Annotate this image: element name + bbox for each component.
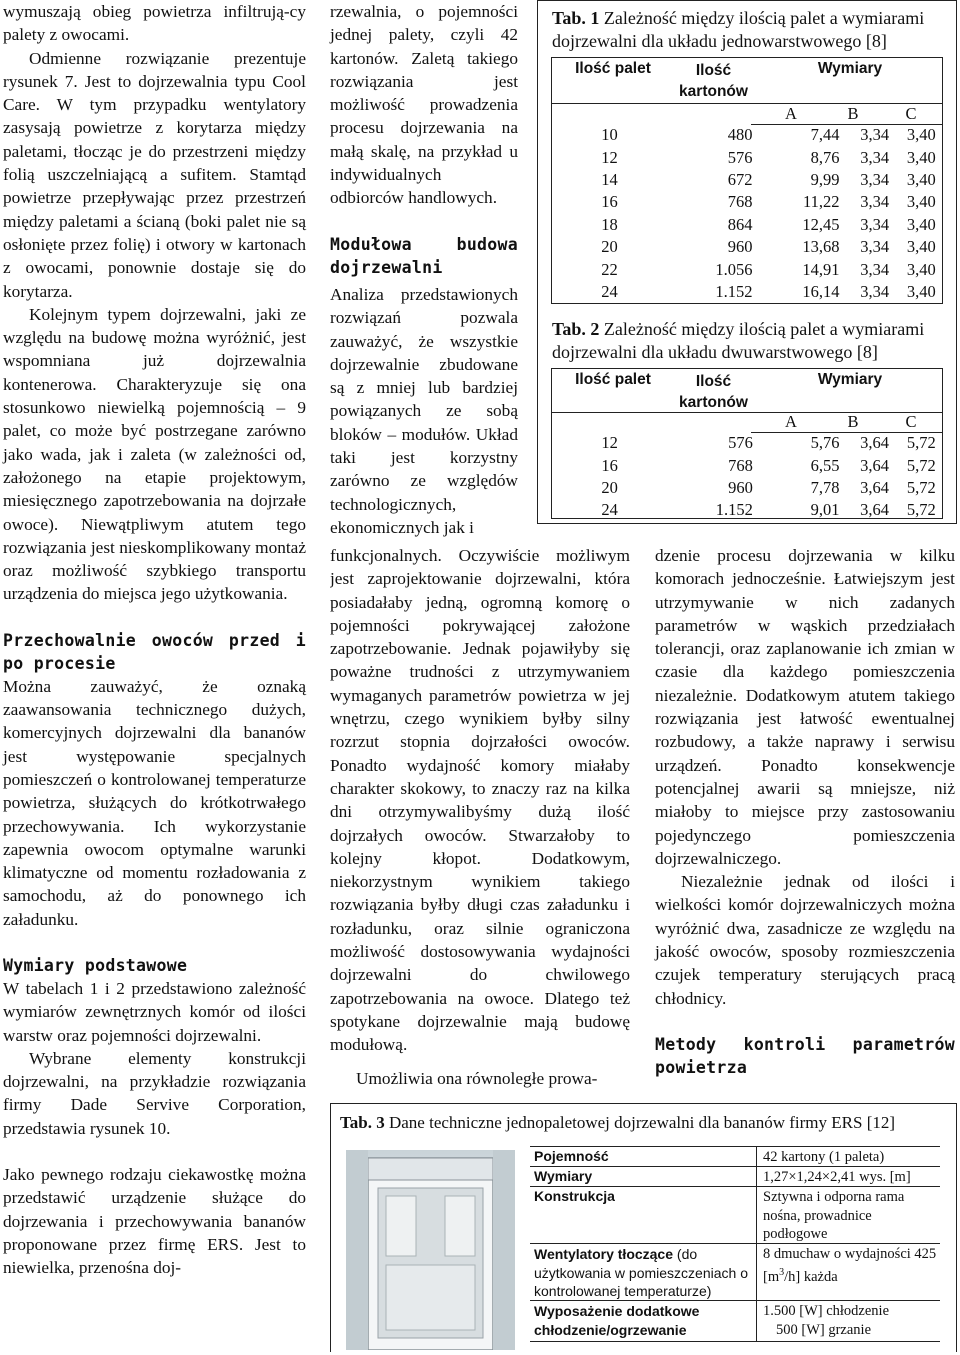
table-cell: 18 xyxy=(601,214,618,234)
table-cell: 3,40 xyxy=(906,259,936,279)
table-cell: 672 xyxy=(727,169,753,189)
table-cell: 24 xyxy=(601,281,618,301)
rule xyxy=(942,368,943,518)
paragraph: rzewalnia, o pojemności jednej palety, czyli 42 kartonów. Zaletą takiego rozwiązania jest możliwość prowadzenia procesu dojrzewania na małą skalę, na przykład u indywidualnych odbiorców handlowych. xyxy=(330,2,518,208)
caption-text: Zależność między ilością palet a wymiarami dojrzewalni dla układu dwuwarstwowego [8] xyxy=(552,319,925,362)
value-line: 1.500 [W] chłodzenie xyxy=(763,1303,890,1319)
table-2-caption xyxy=(552,318,947,364)
table-cell: 3,64 xyxy=(860,455,889,475)
table-row xyxy=(553,281,941,303)
table-cell: 16 xyxy=(601,192,618,212)
table-cell: 16 xyxy=(601,455,618,475)
table-cell: 5,76 xyxy=(810,433,840,453)
header-dimensions: Wymiary xyxy=(817,371,883,388)
table-cell: 3,64 xyxy=(860,433,889,453)
paragraph: funkcjonalnych. Oczywiście możliwym jest zaprojektowanie dojrzewalni, która posiadałaby jedną, ogromną komorę o pojemności pokrywającej założone zapotrzebowanie. Jednak pojawiłyby się poważne trudności z utrzymywaniem wymaganych parametrów powietrza w jej wnętrzu, czego wynikiem byłby silny rozrzut stopnia dojrzałości owoców. Ponadto wydajność komory miałaby charakter skokowy, to znaczy raz na kilka dni otrzymywalibyśmy dużą ilość dojrzałych owoców. Stwarzałoby to kolejny kłopot. Dodatkowym, niekorzystnym wynikiem takiego rozwiązania byłby długi czas załadunku i rozładunku, oraz silnie ograniczona możliwość dostosowywania wydajności dojrzewalni do chwilowego zapotrzebowania na owoce. Dlatego też spotykane dojrzewalnie mają budowę modułową. xyxy=(330,546,630,1055)
caption-text: Dane techniczne jednopaletowej dojrzewalni dla bananów firmy ERS [12] xyxy=(384,1113,896,1132)
paragraph: Kolejnym typem dojrzewalni, jaki ze względu na budowę można wyróżnić, jest wspomniana już dojrzewalnia kontenerowa. Charakteryzuje się ona stosunkowo niewielką pojemnością – 9 palet, co może być postrzegane zarówno jako wada, jak i zaleta (w zależności od, założonego na etapie projektowym, miesięcznego zapotrzebowania na dojrzałe owoce). Niewątpliwym atutem tego rozwiązania jest nieskomplikowany montaż oraz możliwość szybkiego transportu urządzenia do miejsca jego użytkowania. xyxy=(3,304,306,604)
table-row xyxy=(553,214,941,236)
spec-value xyxy=(763,1302,938,1339)
section-heading: Przechowalnie owoców przed i po procesie xyxy=(3,630,306,673)
table-cell: 3,40 xyxy=(906,214,936,234)
table-cell: 20 xyxy=(601,477,618,497)
paragraph: wymuszają obieg powietrza infiltrują-cy palety z owocami. xyxy=(3,2,306,45)
table-cell: 5,72 xyxy=(906,477,936,497)
column-2-continuation xyxy=(330,544,630,1064)
table-cell: 576 xyxy=(728,433,753,453)
table-cell: 3,40 xyxy=(906,125,936,145)
rule xyxy=(551,368,943,369)
table-row xyxy=(553,258,941,280)
table-cell: 3,40 xyxy=(906,147,936,167)
spec-label: Wyposażenie dodatkowe chłodzenie/ogrzewanie xyxy=(534,1303,700,1338)
header-a: A xyxy=(785,412,797,431)
rule xyxy=(551,57,943,58)
section-heading: Metody kontroli parametrów powietrza xyxy=(655,1034,955,1077)
paragraph: dzenie procesu dojrzewania w kilku komorach jednocześnie. Łatwiejszym jest utrzymywanie w nich zadanych parametrów w wąskich przedziałach tolerancji, oraz zaplanowanie ich zmian w czasie dla każdego pomieszczenia niezależnie. Dodatkowym atutem takiego rozwiązania jest łatwość ewentualnej rozbudowy, a także naprawy i serwisu urządzeń. Ponadto konsekwencje potencjalnej awarii są mniejsze, niż miałoby to miejsce przy zastosowaniu pojedynczego pomieszczenia dojrzewalniczego. xyxy=(655,546,955,868)
table-cell: 1.152 xyxy=(715,500,753,520)
table-cell: 3,40 xyxy=(906,237,936,257)
table-row xyxy=(553,432,941,454)
spec-label-note: (do użytkowania w pomieszczeniach o kontrolowanej temperaturze) xyxy=(534,1246,748,1299)
table-cell: 14 xyxy=(601,169,618,189)
column-3 xyxy=(655,544,955,1079)
table-row xyxy=(553,124,941,146)
table-cell: 3,34 xyxy=(860,192,890,212)
table-cell: 8,76 xyxy=(810,147,840,167)
table-cell: 5,72 xyxy=(906,433,936,453)
table-2 xyxy=(553,432,941,522)
column-2-wrap xyxy=(330,283,518,543)
spec-label-bold: Wentylatory tłoczące xyxy=(534,1246,674,1262)
table-label: Tab. 3 xyxy=(340,1113,385,1132)
table-cell: 20 xyxy=(601,237,618,257)
table-cell: 12 xyxy=(601,433,618,453)
table-cell: 5,72 xyxy=(906,455,936,475)
table-cell: 3,34 xyxy=(860,259,890,279)
table-cell: 7,78 xyxy=(810,477,840,497)
value-part: 8 dmuchaw o wydajności 425 [m xyxy=(763,1246,937,1285)
table-cell: 16,14 xyxy=(802,281,840,301)
table-row xyxy=(553,477,941,499)
table-3-caption xyxy=(340,1111,952,1134)
table-row xyxy=(553,146,941,168)
section-heading: Wymiary podstawowe xyxy=(3,955,188,975)
table-cell: 3,40 xyxy=(906,192,936,212)
value-line: 500 [W] grzanie xyxy=(776,1321,872,1338)
table-cell: 13,68 xyxy=(802,237,840,257)
header-pallets: Ilość palet xyxy=(575,60,651,77)
spec-label: Wymiary xyxy=(534,1168,593,1184)
table-cell: 3,34 xyxy=(860,281,890,301)
spec-value xyxy=(763,1245,938,1286)
spec-label: Pojemność xyxy=(534,1148,609,1164)
table-cell: 10 xyxy=(601,125,618,145)
header-a: A xyxy=(785,104,797,123)
spec-label xyxy=(534,1245,749,1301)
table-cell: 12 xyxy=(601,147,618,167)
rule xyxy=(530,1146,940,1147)
table-row xyxy=(553,499,941,521)
value-part: /h] każda xyxy=(784,1268,838,1285)
table-cell: 3,34 xyxy=(860,147,890,167)
table-cell: 768 xyxy=(728,455,753,475)
header-cartons: Ilość kartonów xyxy=(679,62,748,100)
table-cell: 9,01 xyxy=(810,500,840,520)
paragraph: Wybrane elementy konstrukcji dojrzewalni, na przykładzie rozwiązania firmy Dade Servive Corporation, przedstawia rysunek 10. xyxy=(3,1048,306,1138)
table-cell: 3,34 xyxy=(860,125,890,145)
header-b: B xyxy=(847,412,859,431)
ripening-unit-illustration xyxy=(346,1150,515,1350)
header-cartons: Ilość kartonów xyxy=(679,373,748,411)
rule xyxy=(551,57,552,303)
paragraph: Można zauważyć, że oznaką zaawansowania technicznego dużych, komercyjnych dojrzewalni dla bananów jest występowanie specjalnych pomieszczeń o kontrolowanej temperaturze powietrza, służących do krótkotrwałego przechowywania. Ich wykorzystanie zapewnia owocom optymalne warunki klimatyczne od momentu rozładowania z samochodu, aż do ponownego ich załadunku. xyxy=(3,676,306,929)
table-row xyxy=(553,454,941,476)
table-cell: 9,99 xyxy=(810,169,840,189)
caption-text: Zależność między ilością palet a wymiarami dojrzewalni dla układu jednowarstwowego [8] xyxy=(552,8,925,51)
table-cell: 960 xyxy=(728,477,753,497)
table-cell: 1.056 xyxy=(715,259,753,279)
table-cell: 24 xyxy=(601,500,618,520)
table-cell: 3,34 xyxy=(860,169,890,189)
superscript: 3 xyxy=(779,1266,785,1278)
table-cell: 14,91 xyxy=(802,259,840,279)
section-heading: Modułowa budowa dojrzewalni xyxy=(330,234,518,277)
table-cell: 6,55 xyxy=(810,455,840,475)
table-row xyxy=(553,236,941,258)
paragraph: Niezależnie jednak od ilości i wielkości komór dojrzewalniczych można wyróżnić dwa, zasadnicze ze względu na jakość owoców, sposoby rozmieszczenia czujek temperatury sterujących pracą chłodnicy. xyxy=(655,872,955,1008)
table-cell: 960 xyxy=(727,237,753,257)
table-cell: 11,22 xyxy=(803,192,840,212)
rule xyxy=(942,57,943,303)
rule xyxy=(551,303,943,304)
table-cell: 12,45 xyxy=(802,214,840,234)
spec-value: 1,27×1,24×2,41 wys. [m] xyxy=(763,1169,911,1185)
table-cell: 3,40 xyxy=(906,281,936,301)
table-label: Tab. 1 xyxy=(552,8,600,28)
column-2-narrow xyxy=(330,0,518,279)
rule xyxy=(551,368,552,518)
column-2-tail xyxy=(330,1067,630,1090)
table-cell: 864 xyxy=(727,214,753,234)
paragraph: Analiza przedstawionych rozwiązań pozwala zauważyć, że wszystkie dojrzewalnie zbudowane są z mniej lub bardziej powiązanych ze sobą bloków – modułów. Układ taki jest korzystny zarówno ze względów technologicznych, ekonomicznych jak i xyxy=(330,285,518,537)
header-b: B xyxy=(847,104,859,123)
table-label: Tab. 2 xyxy=(552,319,600,339)
table-cell: 3,64 xyxy=(860,477,889,497)
table-cell: 3,34 xyxy=(860,237,890,257)
table-cell: 3,40 xyxy=(906,169,936,189)
table-row xyxy=(553,169,941,191)
paragraph: Jako pewnego rodzaju ciekawostkę można przedstawić urządzenie służące do dojrzewania i przechowywania bananów proponowane przez firmę ERS. Jest to niewielka, przenośna doj- xyxy=(3,1165,306,1278)
table-cell: 768 xyxy=(727,192,753,212)
header-c: C xyxy=(905,104,917,123)
rule xyxy=(756,1146,757,1341)
table-cell: 5,72 xyxy=(906,500,936,520)
paragraph: Umożliwia ona równoległe prowa- xyxy=(356,1069,598,1088)
table-cell: 480 xyxy=(727,125,753,145)
table-cell: 1.152 xyxy=(715,281,753,301)
table-cell: 3,34 xyxy=(860,214,890,234)
paragraph: Odmienne rozwiązanie prezentuje rysunek 7. Jest to dojrzewalnia typu Cool Care. W tym przypadku wentylatory zasysają powietrze z korytarza między paletami, tłocząc je do przestrzeni między folią uszczelniającą a sufitem. Stamtąd powietrze przepływając przez przestrzeń między paletami a ścianą (boki palet nie są osłonięte przez folię) i otwory w kartonach z owocami, ponownie dostaje się do korytarza. xyxy=(3,48,306,301)
spec-value: Sztywna i odporna rama nośna, prowadnice podłogowe xyxy=(763,1189,905,1242)
spec-label: Konstrukcja xyxy=(534,1188,615,1204)
table-cell: 3,64 xyxy=(860,500,889,520)
header-pallets: Ilość palet xyxy=(575,371,651,388)
header-dimensions: Wymiary xyxy=(817,60,883,77)
table-1 xyxy=(553,124,941,303)
column-1 xyxy=(3,0,306,1280)
rule xyxy=(530,1341,940,1342)
table-cell: 22 xyxy=(601,259,618,279)
table-cell: 576 xyxy=(727,147,753,167)
header-c: C xyxy=(905,412,917,431)
product-photo xyxy=(346,1150,515,1350)
spec-value: 42 kartony (1 paleta) xyxy=(763,1149,885,1165)
table-row xyxy=(553,191,941,213)
table-cell: 7,44 xyxy=(810,125,840,145)
paragraph: W tabelach 1 i 2 przedstawiono zależność wymiarów zewnętrznych komór od ilości warstw oraz pojemności dojrzewalni. xyxy=(3,978,306,1045)
table-1-caption xyxy=(552,7,947,53)
